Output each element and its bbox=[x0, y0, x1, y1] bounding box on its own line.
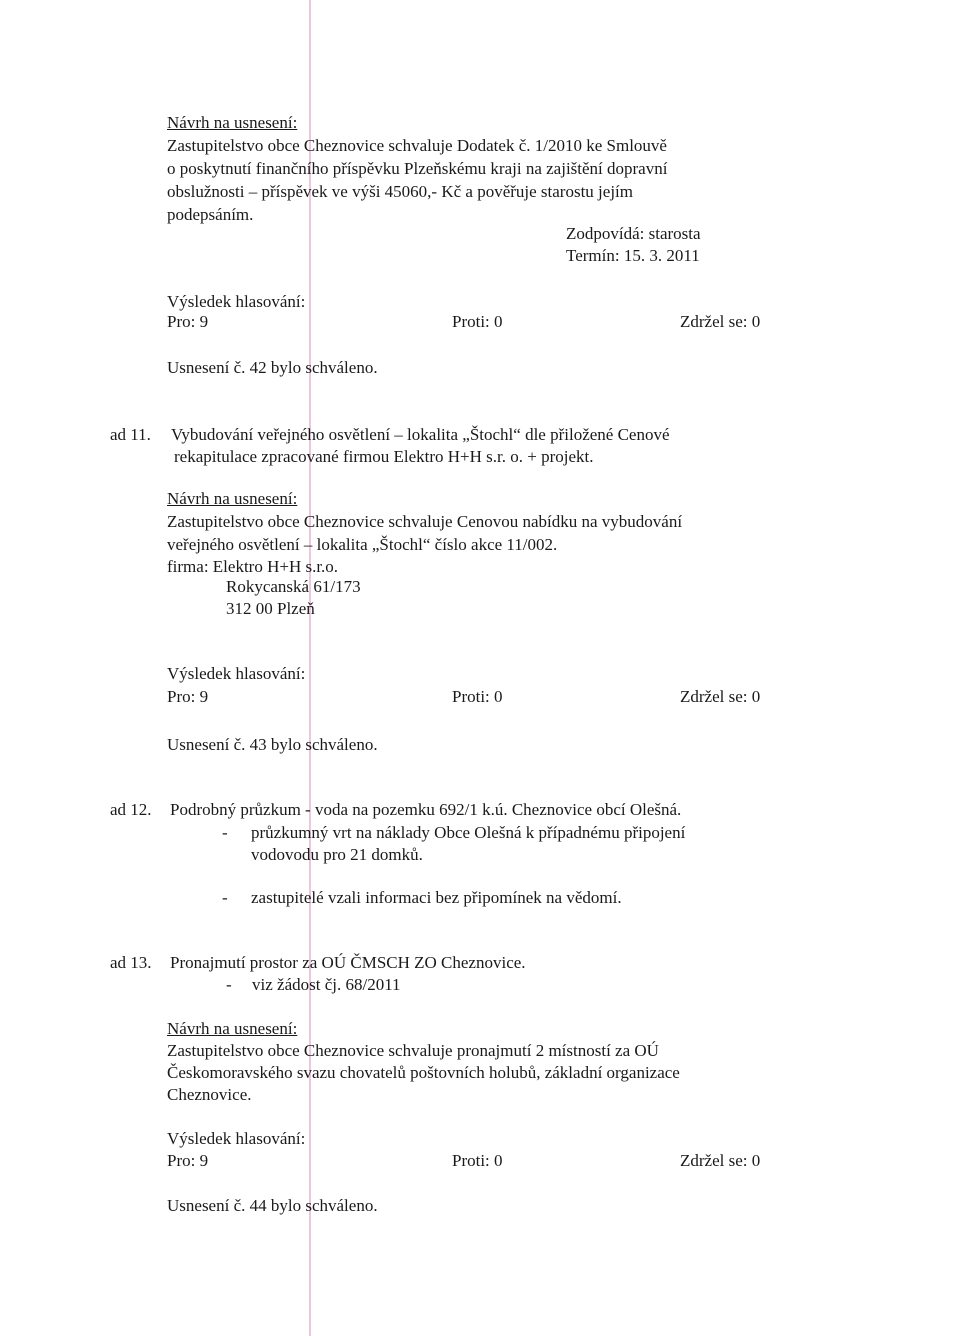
resolution-heading: Návrh na usnesení: bbox=[167, 1019, 298, 1038]
vote-zdrzel: Zdržel se: 0 bbox=[680, 687, 761, 706]
agenda-number: ad 12. bbox=[110, 800, 152, 819]
responsible-person: Zodpovídá: starosta bbox=[566, 224, 701, 243]
resolution-text-line: Zastupitelstvo obce Cheznovice schvaluje Dodatek č. 1/2010 ke Smlouvě bbox=[167, 136, 667, 155]
bullet-dash: - bbox=[222, 823, 228, 842]
agenda-number: ad 11. bbox=[110, 425, 151, 444]
bullet-dash: - bbox=[222, 888, 228, 907]
bullet-dash: - bbox=[226, 975, 232, 994]
resolution-text-line: veřejného osvětlení – lokalita „Štochl“ číslo akce 11/002. bbox=[167, 535, 558, 554]
resolution-result: Usnesení č. 43 bylo schváleno. bbox=[167, 735, 378, 754]
vote-heading: Výsledek hlasování: bbox=[167, 292, 306, 311]
address-line: Rokycanská 61/173 bbox=[226, 577, 361, 596]
vote-zdrzel: Zdržel se: 0 bbox=[680, 312, 761, 331]
resolution-text-line: Cheznovice. bbox=[167, 1085, 252, 1104]
resolution-text-line: o poskytnutí finančního příspěvku Plzeňskému kraji na zajištění dopravní bbox=[167, 159, 668, 178]
resolution-result: Usnesení č. 44 bylo schváleno. bbox=[167, 1196, 378, 1215]
resolution-text-line: Zastupitelstvo obce Cheznovice schvaluje pronajmutí 2 místností za OÚ bbox=[167, 1041, 659, 1060]
bullet-text: vodovodu pro 21 domků. bbox=[251, 845, 423, 864]
address-line: 312 00 Plzeň bbox=[226, 599, 315, 618]
bullet-text: zastupitelé vzali informaci bez připomínek na vědomí. bbox=[251, 888, 622, 907]
vote-pro: Pro: 9 bbox=[167, 312, 209, 331]
resolution-text-line: firma: Elektro H+H s.r.o. bbox=[167, 557, 339, 576]
agenda-title: rekapitulace zpracované firmou Elektro H+H s.r. o. + projekt. bbox=[174, 447, 594, 466]
resolution-result: Usnesení č. 42 bylo schváleno. bbox=[167, 358, 378, 377]
agenda-title: Pronajmutí prostor za OÚ ČMSCH ZO Cheznovice. bbox=[170, 953, 526, 972]
vote-proti: Proti: 0 bbox=[452, 687, 503, 706]
vote-proti: Proti: 0 bbox=[452, 1151, 503, 1170]
deadline: Termín: 15. 3. 2011 bbox=[566, 246, 700, 265]
resolution-text-line: obslužnosti – příspěvek ve výši 45060,- Kč a pověřuje starostu jejím bbox=[167, 182, 633, 201]
resolution-heading: Návrh na usnesení: bbox=[167, 489, 298, 508]
vote-heading: Výsledek hlasování: bbox=[167, 1129, 306, 1148]
agenda-title: Podrobný průzkum - voda na pozemku 692/1 k.ú. Cheznovice obcí Olešná. bbox=[170, 800, 682, 819]
bullet-text: viz žádost čj. 68/2011 bbox=[252, 975, 401, 994]
resolution-heading: Návrh na usnesení: bbox=[167, 113, 298, 132]
vote-pro: Pro: 9 bbox=[167, 1151, 209, 1170]
vote-pro: Pro: 9 bbox=[167, 687, 209, 706]
agenda-title: Vybudování veřejného osvětlení – lokalita „Štochl“ dle přiložené Cenové bbox=[171, 425, 670, 444]
resolution-text-line: Zastupitelstvo obce Cheznovice schvaluje Cenovou nabídku na vybudování bbox=[167, 512, 683, 531]
resolution-text-line: Českomoravského svazu chovatelů poštovních holubů, základní organizace bbox=[167, 1063, 680, 1082]
vote-proti: Proti: 0 bbox=[452, 312, 503, 331]
vote-heading: Výsledek hlasování: bbox=[167, 664, 306, 683]
bullet-text: průzkumný vrt na náklady Obce Olešná k případnému připojení bbox=[251, 823, 686, 842]
agenda-number: ad 13. bbox=[110, 953, 152, 972]
resolution-text-line: podepsáním. bbox=[167, 205, 254, 224]
vote-zdrzel: Zdržel se: 0 bbox=[680, 1151, 761, 1170]
